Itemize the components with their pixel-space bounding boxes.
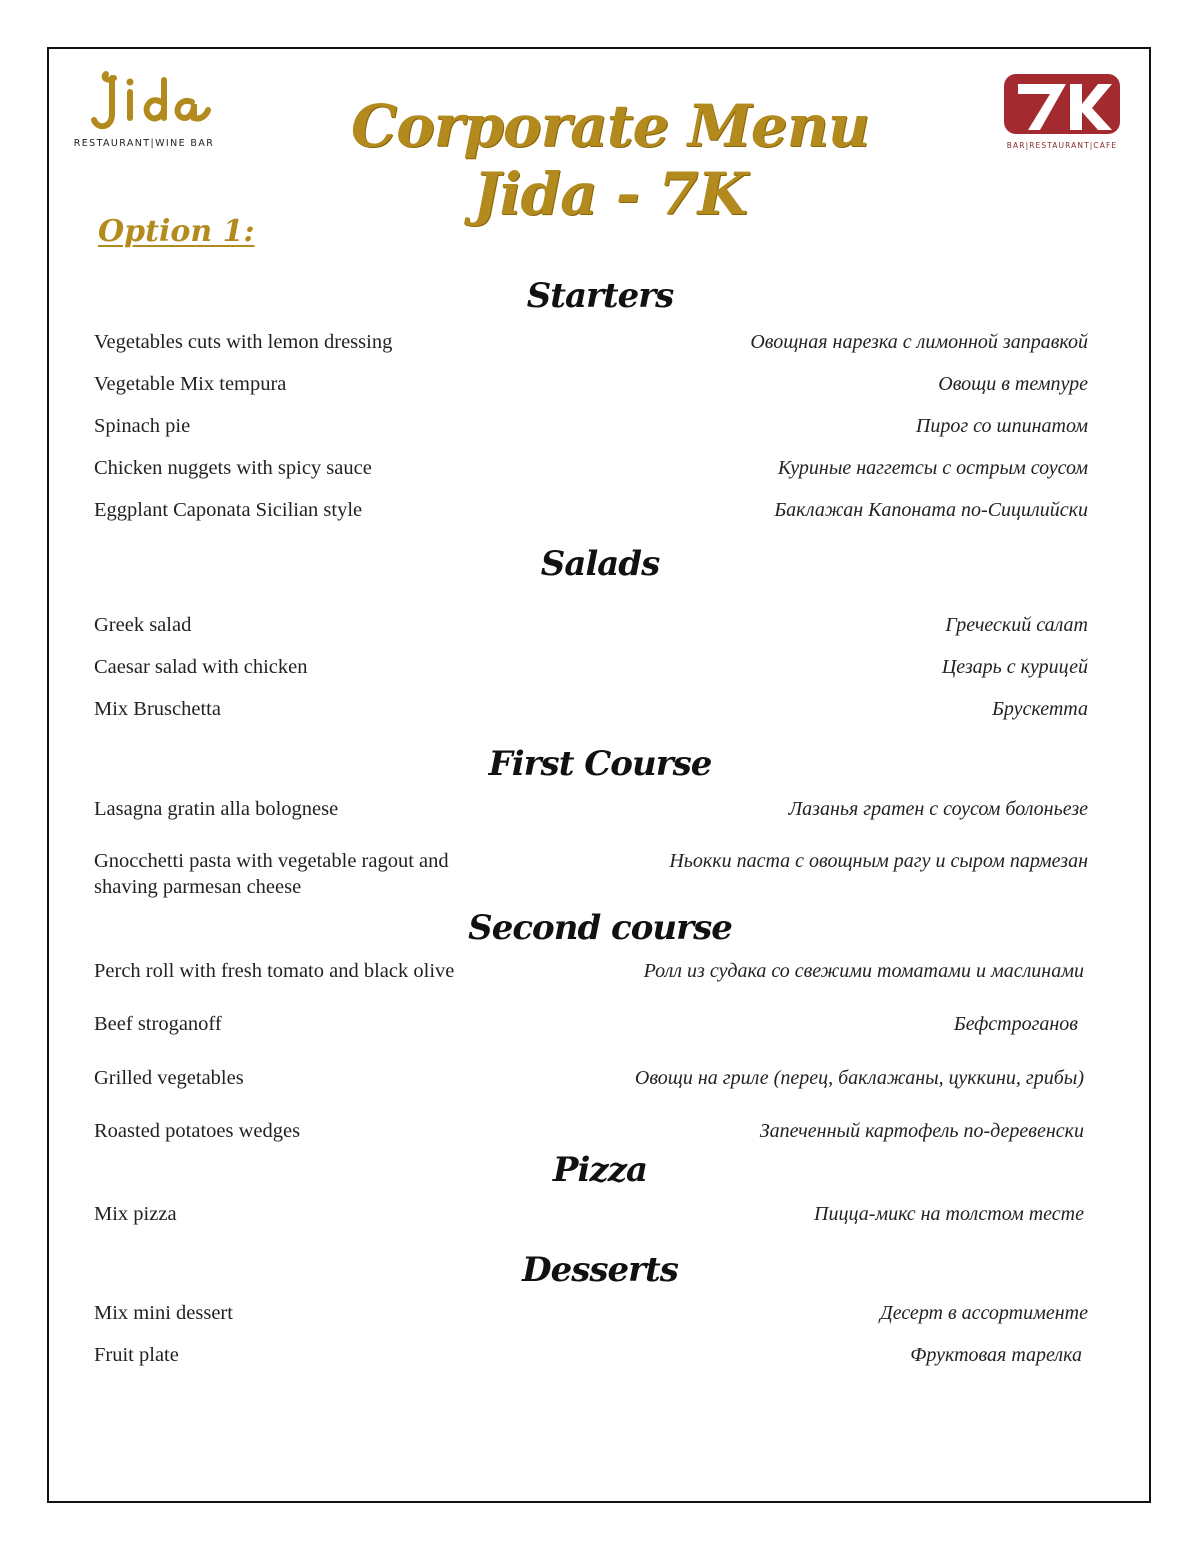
- jida-logo-icon: [68, 68, 220, 138]
- menu-item-ru: Овощи в темпуре: [938, 373, 1088, 395]
- menu-item-ru: Пирог со шпинатом: [915, 415, 1088, 437]
- page-title: Corporate Menu Jida - 7K: [350, 92, 870, 228]
- menu-item-en: Greek salad: [94, 614, 192, 636]
- menu-item-en: Vegetables cuts with lemon dressing: [94, 331, 393, 353]
- menu-item-ru: Фруктовая тарелка: [910, 1344, 1082, 1366]
- menu-item-en: Mix pizza: [94, 1203, 177, 1225]
- menu-item-ru: Десерт в ассортименте: [879, 1302, 1088, 1324]
- section-heading-starters: Starters: [526, 276, 674, 316]
- option-label: Option 1:: [98, 214, 255, 249]
- menu-item-en: Vegetable Mix tempura: [94, 373, 287, 395]
- 7k-logo-icon: [1000, 70, 1124, 138]
- menu-item-en: Eggplant Caponata Sicilian style: [94, 499, 363, 521]
- menu-item-en: Perch roll with fresh tomato and black olive: [94, 960, 455, 982]
- menu-item-ru: Лазанья гратен с соусом болоньезе: [788, 798, 1088, 820]
- menu-item-en: Lasagna gratin alla bolognese: [94, 798, 339, 820]
- menu-item-ru: Ролл из судака со свежими томатами и маслинами: [643, 960, 1084, 982]
- section-heading-first-course: First Course: [488, 744, 712, 784]
- menu-item-en: Roasted potatoes wedges: [94, 1120, 301, 1142]
- menu-item-ru: Овощи на гриле (перец, баклажаны, цуккини, грибы): [634, 1067, 1084, 1089]
- menu-item-en: Mix mini dessert: [94, 1302, 233, 1324]
- menu-item-ru: Куриные наггетсы с острым соусом: [777, 457, 1088, 479]
- menu-item-ru: Пицца-микс на толстом тесте: [814, 1203, 1084, 1225]
- section-heading-second-course: Second course: [468, 908, 732, 948]
- menu-item-en: Chicken nuggets with spicy sauce: [94, 457, 372, 479]
- menu-item-ru: Брускетта: [992, 698, 1088, 720]
- menu-item-ru: Цезарь с курицей: [941, 656, 1088, 678]
- jida-logo-subtitle: RESTAURANT|WINE BAR: [73, 138, 215, 149]
- menu-item-en: Gnocchetti pasta with vegetable ragout and shaving parmesan cheese: [94, 850, 449, 898]
- menu-item-en: Caesar salad with chicken: [94, 656, 308, 678]
- menu-item-ru: Баклажан Капоната по-Сицилийски: [774, 499, 1088, 521]
- menu-item-en: Spinach pie: [94, 415, 191, 437]
- menu-item-ru: Греческий салат: [945, 614, 1088, 636]
- menu-item-en: Fruit plate: [94, 1344, 179, 1366]
- menu-item-ru: Овощная нарезка с лимонной заправкой: [750, 331, 1088, 353]
- section-heading-pizza: Pizza: [552, 1150, 648, 1190]
- menu-item-en: Mix Bruschetta: [94, 698, 221, 720]
- section-heading-desserts: Desserts: [522, 1250, 678, 1290]
- menu-item-en: Beef stroganoff: [94, 1013, 222, 1035]
- menu-item-en: Grilled vegetables: [94, 1067, 244, 1089]
- menu-item-ru: Запеченный картофель по-деревенски: [759, 1120, 1084, 1142]
- 7k-logo-subtitle: BAR|RESTAURANT|CAFE: [1006, 141, 1118, 150]
- menu-item-ru: Ньокки паста с овощным рагу и сыром пармезан: [669, 850, 1088, 872]
- 7k-logo: [1000, 70, 1124, 154]
- menu-item-ru: Бефстроганов: [953, 1013, 1078, 1035]
- section-heading-salads: Salads: [540, 544, 660, 584]
- jida-logo: [68, 68, 220, 154]
